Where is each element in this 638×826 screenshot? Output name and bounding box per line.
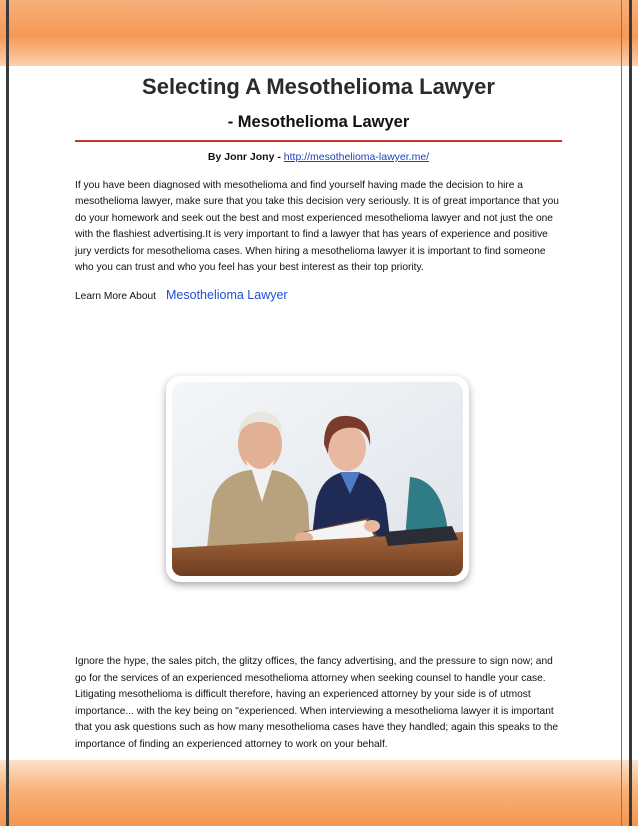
- byline: [75, 150, 562, 164]
- learn-more-link[interactable]: Mesothelioma Lawyer: [166, 288, 288, 303]
- body-paragraph: Ignore the hype, the sales pitch, the glitzy offices, the fancy advertising, and the pressure to sign now; and go for the services of an experienced mesothelioma attorney when seeking counsel to handle your case. Litigating mesothelioma is difficult therefore, having an experienced attorney by your side is of utmost importance... with the key being on "experienced. When interviewing a mesothelioma lawyer it is important that you ask questions such as how many mesothelioma cases have they handled; again this speaks to the importance of finding an experienced attorney to work on your behalf.: [75, 656, 559, 750]
- learn-more-row: [75, 287, 562, 305]
- document-subtitle: - Mesothelioma Lawyer: [227, 113, 410, 131]
- article-photo-frame: [166, 376, 469, 582]
- byline-url-link[interactable]: http://mesothelioma-lawyer.me/: [283, 151, 430, 163]
- left-border-line: [6, 0, 9, 826]
- document-title: Selecting A Mesothelioma Lawyer: [142, 74, 495, 99]
- article-photo: [172, 382, 463, 576]
- right-border-thin-line: [621, 0, 622, 826]
- document-body: [75, 74, 562, 305]
- footer-band: [0, 760, 638, 826]
- byline-author: By Jonr Jony -: [207, 151, 284, 163]
- header-band: [0, 0, 638, 66]
- learn-more-label: Learn More About: [75, 291, 156, 303]
- title-divider: [75, 140, 562, 142]
- intro-paragraph: If you have been diagnosed with mesothelioma and find yourself having made the decision to hire a mesothelioma lawyer, make sure that you take this decision very seriously. It is of great importance that you do your homework and seek out the best and most experienced mesothelioma lawyer and not just the one with the flashiest advertising.It is very important to find a lawyer that has years of experience and positive jury verdicts for mesothelioma cases. When hiring a mesothelioma lawyer it is important to find someone who you can trust and who you feel has your best interest as their top priority.: [75, 180, 559, 274]
- right-border-line: [629, 0, 632, 826]
